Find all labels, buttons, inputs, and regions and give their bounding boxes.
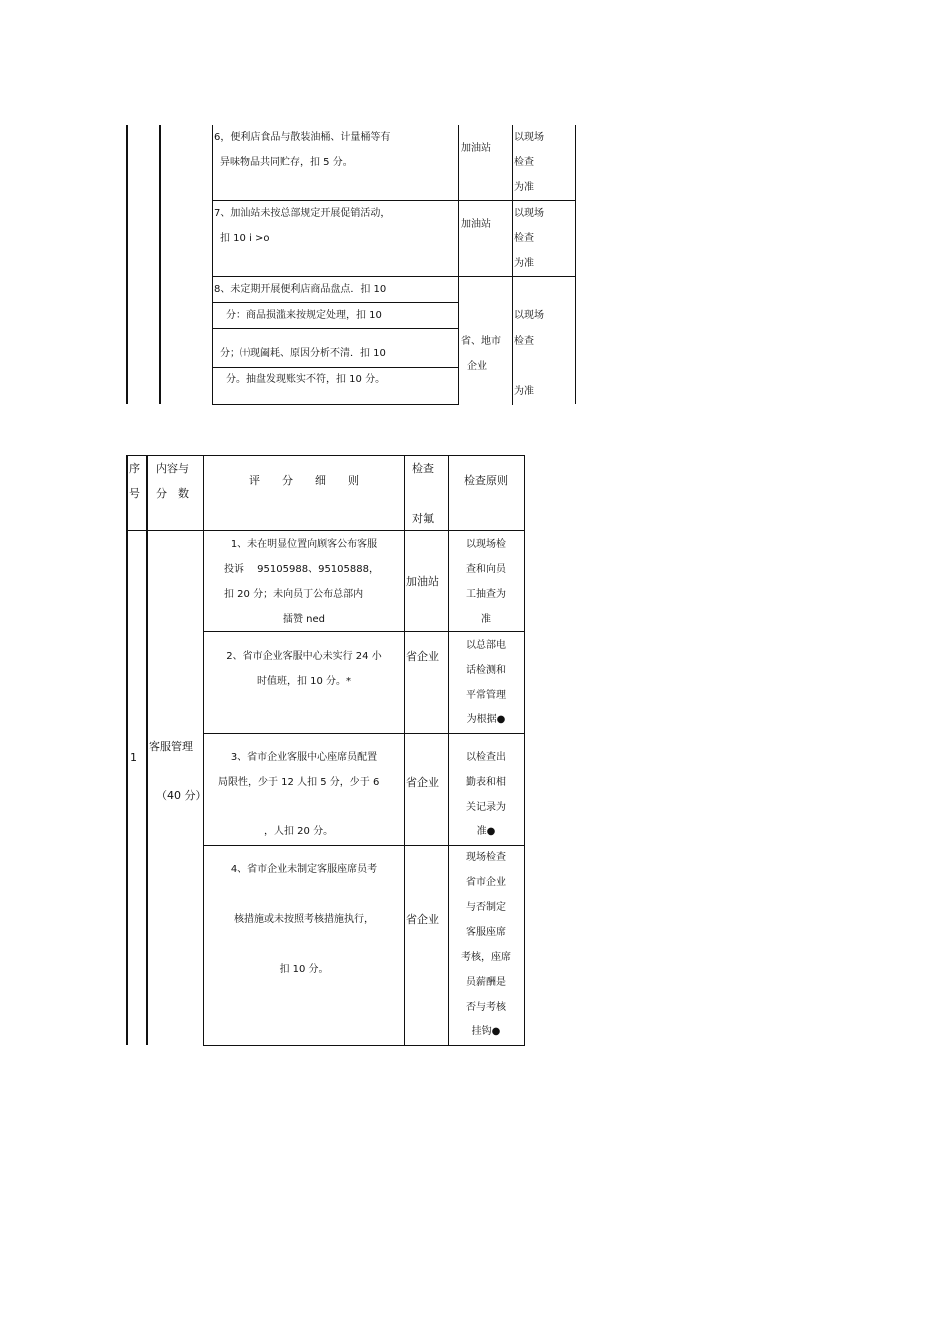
rule-text: 2、省市企业客服中心未实行 24 小 bbox=[226, 651, 382, 662]
target-text: 省企业 bbox=[406, 913, 439, 926]
table1-col-divider bbox=[159, 125, 161, 404]
table2-col-divider bbox=[404, 455, 405, 1046]
basis-text: 以现场 bbox=[514, 132, 544, 143]
basis-text: 查和向员 bbox=[466, 564, 506, 575]
target-text: 省企业 bbox=[406, 776, 439, 789]
table1-rules-right-border bbox=[458, 125, 459, 405]
basis-text: 员薪酬是 bbox=[466, 977, 506, 988]
rule-text: 扣 10 i >o bbox=[220, 233, 270, 244]
basis-text: 以检查出 bbox=[466, 752, 506, 763]
header-content: 分 数 bbox=[156, 487, 189, 500]
table1-row-divider bbox=[212, 200, 576, 201]
basis-text: 以总部电 bbox=[466, 640, 506, 651]
content-score: （40 分） bbox=[156, 789, 207, 802]
header-basis: 检查原则 bbox=[464, 474, 508, 487]
basis-text: 为准 bbox=[514, 258, 534, 269]
seq-number: 1 bbox=[130, 751, 137, 764]
target-text: 省企业 bbox=[406, 650, 439, 663]
basis-text: 为根据● bbox=[466, 714, 506, 725]
basis-text: 省市企业 bbox=[466, 877, 506, 888]
header-content: 内容与 bbox=[156, 462, 189, 475]
rule-text: 时值班，扣 10 分。* bbox=[256, 676, 352, 687]
basis-text: 否与考核 bbox=[466, 1002, 506, 1013]
basis-text: 考核，座席 bbox=[461, 952, 511, 963]
rule-text: 扣 20 分；未向员丁公布总部内 bbox=[224, 589, 364, 600]
basis-text: 以现场 bbox=[514, 310, 544, 321]
table1-bottom-border bbox=[212, 404, 459, 405]
basis-text: 现场检查 bbox=[466, 852, 506, 863]
basis-text: 准● bbox=[476, 826, 496, 837]
basis-text: 检查 bbox=[514, 157, 534, 168]
table1-rules-left-border bbox=[212, 125, 213, 405]
table1-right-border bbox=[575, 125, 576, 404]
header-seq: 序 bbox=[129, 462, 140, 475]
table1-row-divider bbox=[212, 276, 576, 277]
table1-subrow-divider bbox=[212, 302, 459, 303]
target-text: 加油站 bbox=[461, 219, 491, 230]
basis-text: 与否制定 bbox=[466, 902, 506, 913]
table2-bottom-border bbox=[204, 1045, 525, 1046]
basis-text: 为准 bbox=[514, 386, 534, 397]
table2-left-border bbox=[126, 455, 128, 1045]
target-text: 加油站 bbox=[461, 143, 491, 154]
rule-text: 分；㈩现阖耗、原因分析不清．扣 10 bbox=[220, 348, 386, 359]
rule-text: 异味物品共同贮存，扣 5 分。 bbox=[220, 157, 353, 168]
rule-text: 7、加汕站未按总部规定开展促销活动， bbox=[214, 208, 391, 219]
rule-text: 分：商品损滥来按规定处理，扣 10 bbox=[226, 310, 382, 321]
basis-text: 以现场检 bbox=[466, 539, 506, 550]
header-target: 检查 bbox=[412, 462, 434, 475]
target-text: 加油站 bbox=[406, 575, 439, 588]
basis-text: 话检测和 bbox=[466, 665, 506, 676]
rule-text: 擂赞 ned bbox=[282, 614, 326, 625]
table2-header-bottom bbox=[126, 530, 525, 531]
basis-text: 勤表和相 bbox=[466, 777, 506, 788]
basis-text: 为准 bbox=[514, 182, 534, 193]
header-target: 对氟 bbox=[412, 512, 434, 525]
table1-left-border bbox=[126, 125, 128, 404]
table2-col-divider bbox=[146, 455, 148, 1045]
header-rules: 评 分 细 则 bbox=[249, 474, 359, 487]
basis-text: 挂钩● bbox=[471, 1026, 501, 1037]
table2-row-divider bbox=[204, 845, 525, 846]
basis-text: 工抽查为 bbox=[466, 589, 506, 600]
table2-row-divider bbox=[204, 631, 525, 632]
basis-text: 平常管理 bbox=[466, 690, 506, 701]
table2-right-border bbox=[524, 455, 525, 1046]
table2-row-divider bbox=[204, 733, 525, 734]
rule-text: 8、未定期开展便利店商品盘点．扣 10 bbox=[214, 284, 387, 295]
table2-top-border bbox=[126, 455, 525, 456]
content-title: 客服管理 bbox=[149, 740, 193, 753]
rule-text: 扣 10 分。 bbox=[279, 964, 329, 975]
basis-text: 关记录为 bbox=[466, 802, 506, 813]
table1-target-right-border bbox=[512, 125, 513, 405]
table1-subrow-divider bbox=[212, 328, 459, 329]
rule-text: 投诉 95105988、95105888， bbox=[224, 564, 379, 575]
basis-text: 以现场 bbox=[514, 208, 544, 219]
table1-subrow-divider bbox=[212, 367, 459, 368]
basis-text: 客服座席 bbox=[466, 927, 506, 938]
basis-text: 准 bbox=[481, 614, 491, 625]
target-text: 省、地市 bbox=[461, 336, 501, 347]
header-seq: 号 bbox=[129, 487, 140, 500]
rule-text: ，人扣 20 分。 bbox=[264, 826, 334, 837]
basis-text: 检查 bbox=[514, 233, 534, 244]
rule-text: 1、未在明显位置向顾客公布客服 bbox=[230, 539, 378, 550]
rule-text: 3、省市企业客服中心座席员配置 bbox=[230, 752, 378, 763]
basis-text: 检查 bbox=[514, 336, 534, 347]
target-text: 企业 bbox=[467, 361, 487, 372]
rule-text: 分。抽盘发现账实不符，扣 10 分。 bbox=[226, 374, 386, 385]
rule-text: 6，便利店食品与散装油桶、计量桶等有 bbox=[214, 132, 391, 143]
rule-text: 4、省市企业未制定客服座席员考 bbox=[230, 864, 378, 875]
rule-text: 核措施或未按照考核措施执行， bbox=[234, 914, 374, 925]
rule-text: 局限性，少于 12 人扣 5 分，少于 6 bbox=[218, 777, 380, 788]
